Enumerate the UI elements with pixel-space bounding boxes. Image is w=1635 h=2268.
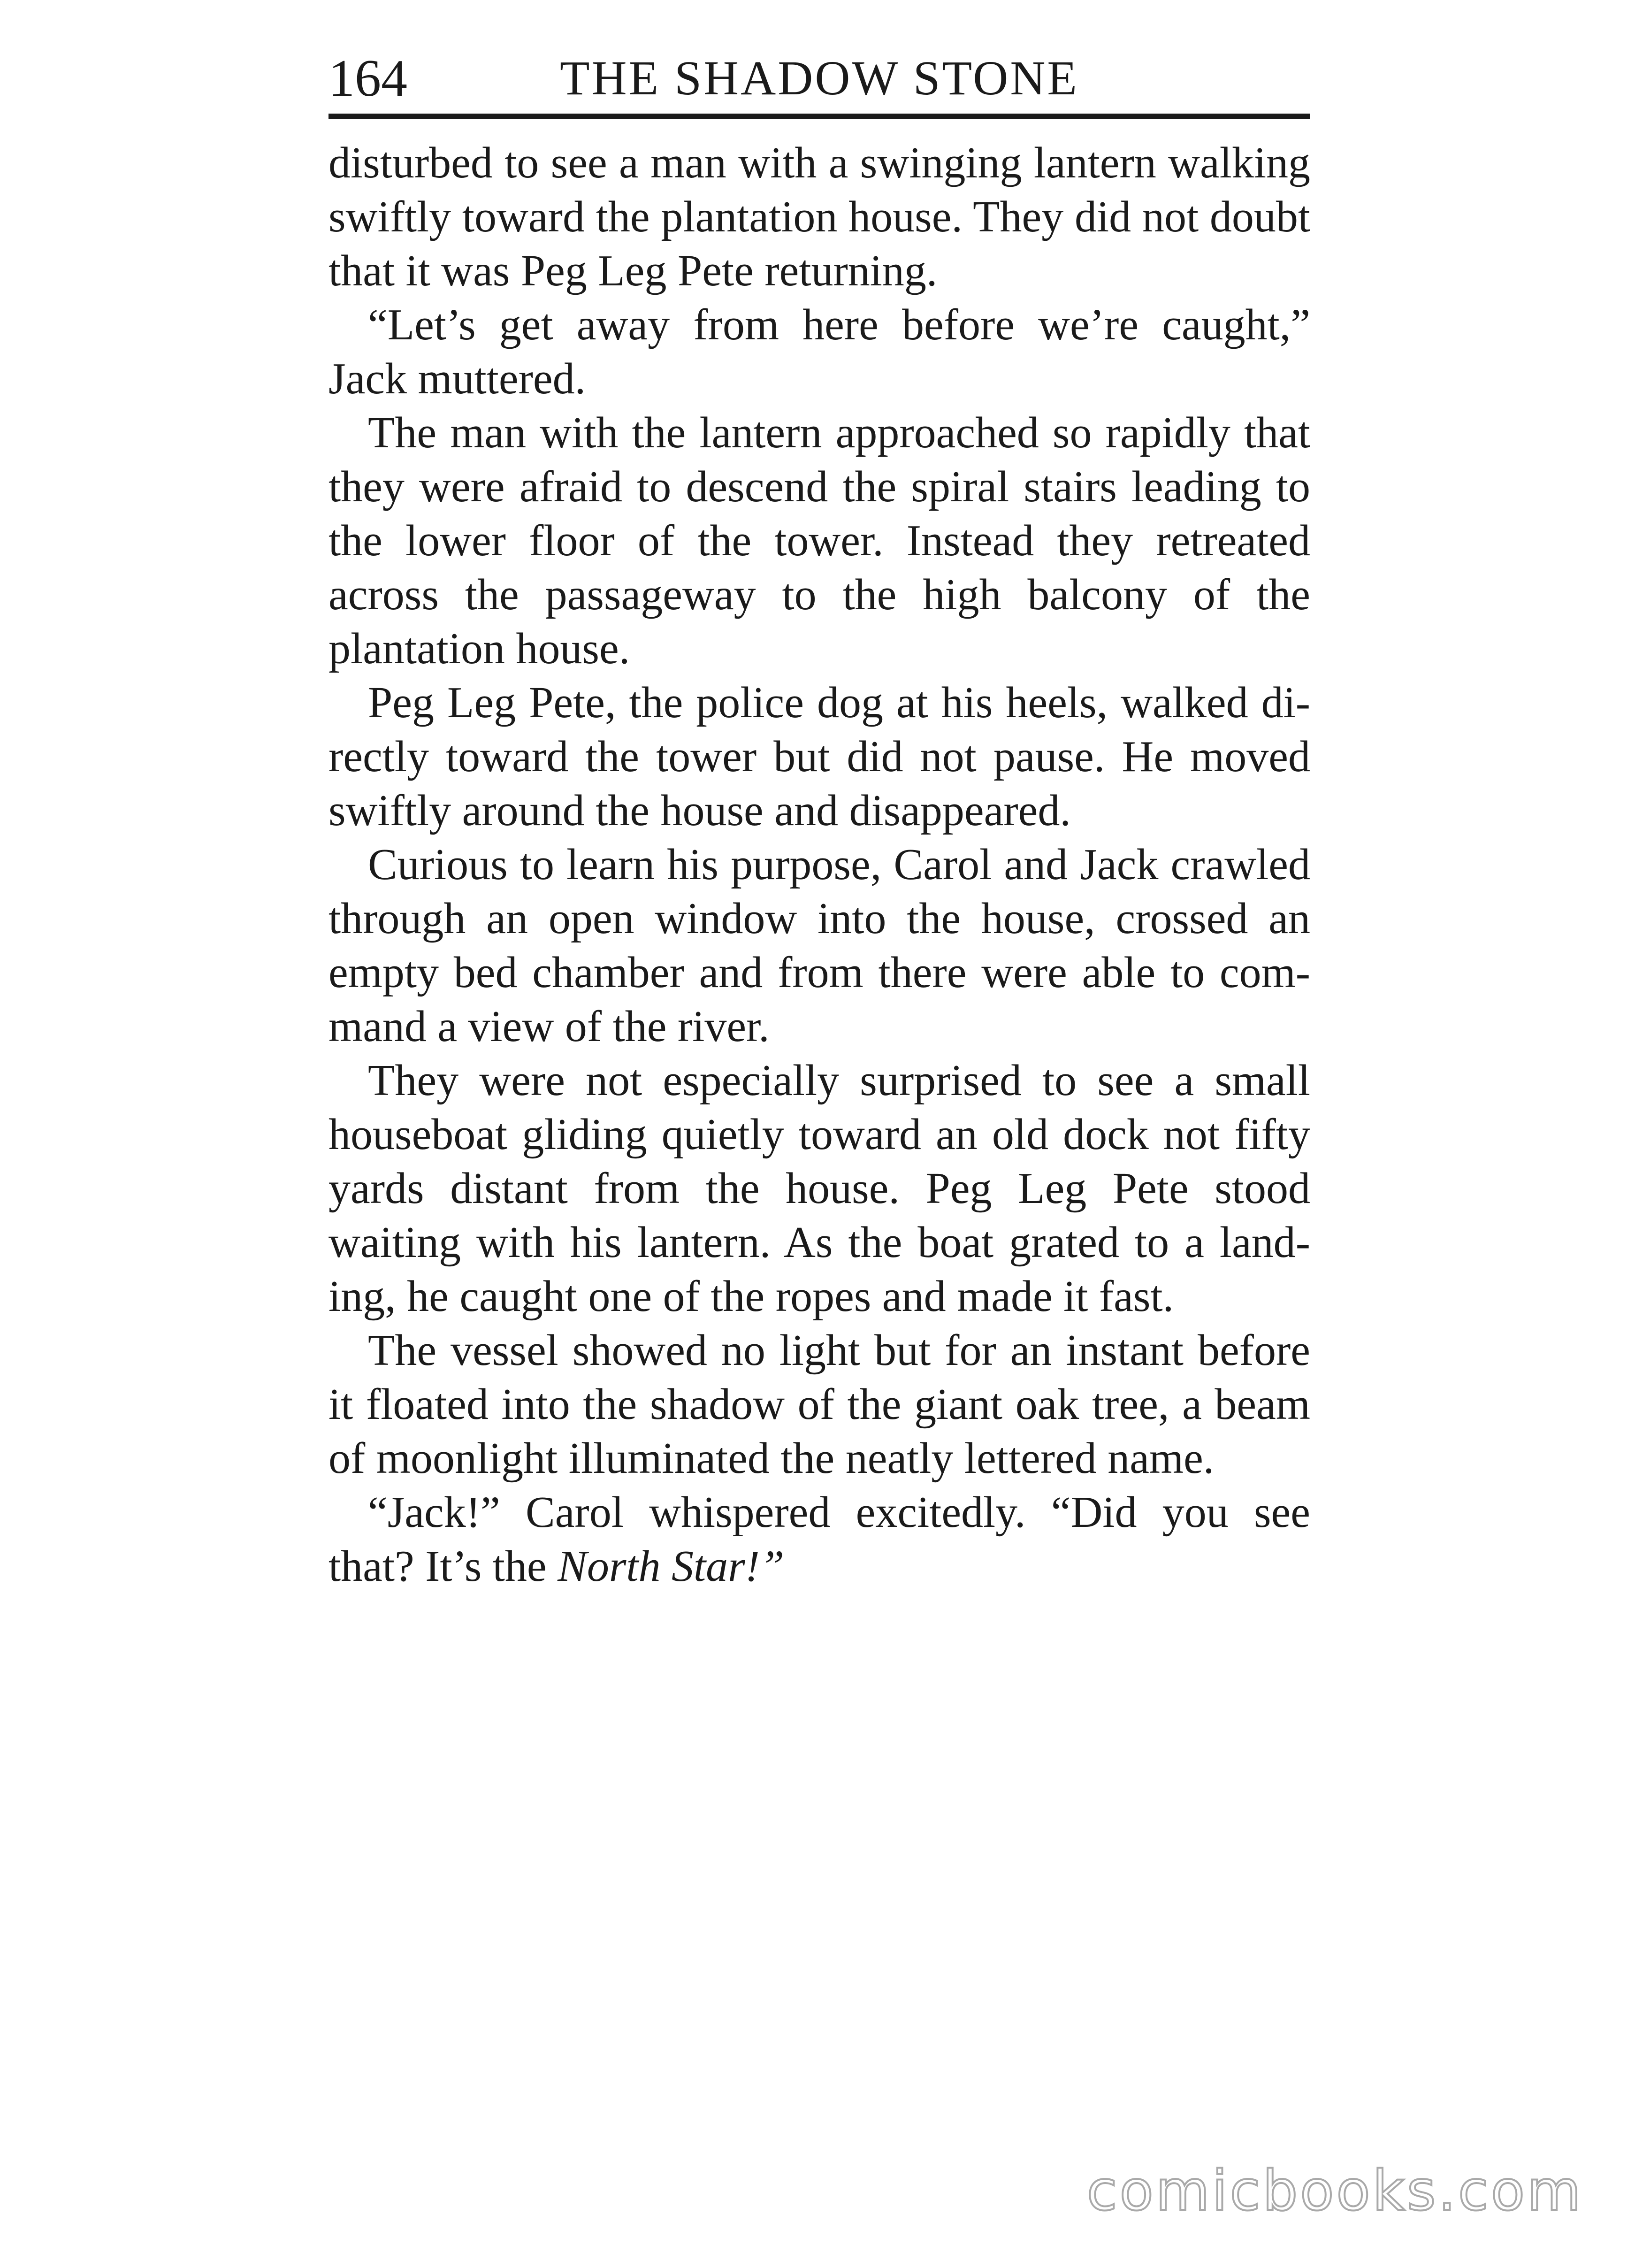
paragraph: The man with the lantern approached so rapidly that they were afraid to descend the spiral stairs leading to the lower floor of the tower. Instead they retreated across the passageway to the high balcony of the plantation house.: [329, 408, 1310, 673]
boat-name-italic: North Star!”: [558, 1542, 785, 1591]
watermark: comicbooks.com: [1086, 2158, 1583, 2223]
paragraph: [329, 1486, 1310, 1594]
page-number: 164: [329, 49, 407, 107]
paragraph: The vessel showed no light but for an instant before it floated into the shadow of the giant oak tree, a beam of moonlight illuminated the neatly lettered name.: [329, 1326, 1310, 1483]
running-title: THE SHADOW STONE: [560, 51, 1079, 105]
paragraph: They were not especially surprised to see a small houseboat gliding quietly toward an old dock not fifty yards distant from the house. Peg Leg Pete stood waiting with his lantern. As the boat grated to a landing, he caught one of the ropes and made it fast.: [329, 1056, 1310, 1321]
paragraph: “Let’s get away from here before we’re caught,” Jack muttered.: [329, 300, 1310, 403]
paragraph-text: “Jack!” Carol whispered excitedly. “Did you see that? It’s the: [329, 1488, 1310, 1591]
paragraph: Curious to learn his purpose, Carol and Jack crawled through an open window into the house, crossed an empty bed chamber and from there were able to command a view of the river.: [329, 840, 1310, 1051]
paragraph: disturbed to see a man with a swinging lantern walking swiftly toward the plantation house. They did not doubt that it was Peg Leg Pete returning.: [329, 138, 1310, 295]
body-text: [329, 136, 1310, 1594]
running-head: [329, 43, 1310, 119]
paragraph: Peg Leg Pete, the police dog at his heels, walked directly toward the tower but did not pause. He moved swiftly around the house and disappeared.: [329, 678, 1310, 835]
